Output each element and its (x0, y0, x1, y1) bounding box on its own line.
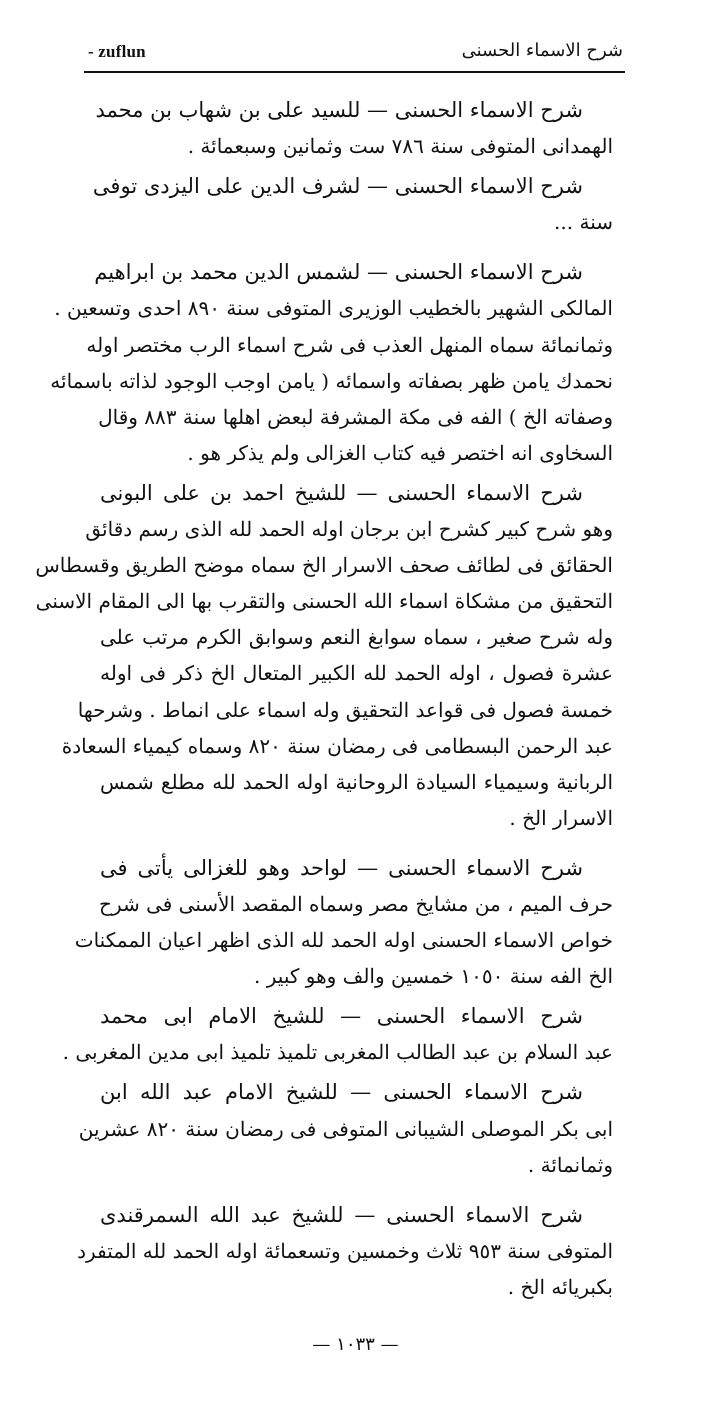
entry-heading-line: شرح الاسماء الحسنى — لشمس الدين محمد بن ابراهيم (94, 260, 583, 285)
entry (77, 1197, 613, 1305)
entry-line: عبد السلام بن عبد الطالب المغربى تلميذ تلميذ ابى مدين المغربى . (62, 1040, 613, 1065)
entry-line: بكبريائه الخ . (507, 1274, 613, 1299)
entry-heading-line: شرح الاسماء الحسنى — لواحد وهو للغزالى يأتى فى (100, 855, 583, 880)
entry-line: حرف الميم ، من مشايخ مصر وسماه المقصد الأسنى فى شرح (99, 891, 613, 916)
entry-line: الربانية وسيمياء السيادة الروحانية اوله الحمد لله مطلع شمس (100, 769, 613, 794)
running-head-left: - zuflun (88, 42, 146, 61)
entry (50, 254, 613, 471)
entry-line: وثمانمائة سماه المنهل العذب فى شرح اسماء الرب مختصر اوله (86, 332, 613, 357)
entry (78, 1074, 613, 1182)
entry (35, 475, 613, 836)
entry-line: الحقائق فى لطائف صحف الاسرار الخ سماه موضح الطريق وقسطاس (35, 553, 613, 578)
entry-line: عبد الرحمن البسطامى فى رمضان سنة ٨٢٠ وسماه كيمياء السعادة (61, 733, 613, 758)
entry-line: سنة ... (554, 210, 613, 235)
header-rule (84, 71, 625, 73)
entry-line: وصفاته الخ ) الفه فى مكة المشرفة لبعض اهلها سنة ٨٨٣ وقال (98, 404, 613, 429)
running-head-title: شرح الاسماء الحسنى (461, 40, 623, 61)
entry-line: ابى بكر الموصلى الشيبانى المتوفى فى رمضان سنة ٨٢٠ عشرين (78, 1116, 613, 1141)
entry-heading-line: شرح الاسماء الحسنى — للشيخ الامام عبد الله ابن (100, 1080, 583, 1105)
entry-line: المالكى الشهير بالخطيب الوزيرى المتوفى سنة ٨٩٠ احدى وتسعين . (54, 296, 613, 321)
entry-line: المتوفى سنة ٩٥٣ ثلاث وخمسين وتسعمائة اوله الحمد لله المتفرد (77, 1238, 613, 1263)
entry-heading-line: شرح الاسماء الحسنى — للسيد على بن شهاب بن محمد (95, 98, 583, 122)
entry-line: وله شرح صغير ، سماه سوابغ النعم وسوابق الكرم مرتب على (100, 625, 613, 650)
entry-heading-line: شرح الاسماء الحسنى — للشيخ احمد بن على البونى (100, 480, 583, 505)
entry (95, 92, 613, 164)
entry-heading-line: شرح الاسماء الحسنى — للشيخ عبد الله السمرقندى (100, 1202, 583, 1227)
entry-line: التحقيق من مشكاة اسماء الله الحسنى والتقرب بها الى المقام الاسنى (35, 589, 613, 614)
entry-line: خواص الاسماء الحسنى اوله الحمد لله الذى اظهر اعيان الممكنات (74, 928, 613, 953)
entry-line: السخاوى انه اختصر فيه كتاب الغزالى ولم يذكر هو . (187, 440, 613, 465)
entry-line: عشرة فصول ، اوله الحمد لله الكبير المتعال الخ ذكر فى اوله (100, 661, 613, 686)
entry-line: وثمانمائة . (527, 1152, 613, 1177)
entry (62, 998, 613, 1070)
entry-line: الهمدانى المتوفى سنة ٧٨٦ ست وثمانين وسبعمائة . (187, 134, 613, 159)
entry-heading-line: شرح الاسماء الحسنى — لشرف الدين على اليزدى توفى (92, 174, 583, 199)
entry-line: وهو شرح كبير كشرح ابن برجان اوله الحمد لله الذى رسم دقائق (85, 517, 613, 542)
page-body (35, 92, 613, 1305)
page-number: — ١٠٣٣ — (312, 1334, 399, 1355)
entry-heading-line: شرح الاسماء الحسنى — للشيخ الامام ابى محمد (100, 1004, 583, 1029)
entry-line: الاسرار الخ . (509, 805, 613, 830)
entry-line: خمسة فصول فى قواعد التحقيق وله اسماء على انماط . وشرحها (77, 697, 613, 722)
entry-line: الخ الفه سنة ١٠٥٠ خمسين والف وهو كبير . (254, 964, 613, 989)
entry (74, 850, 613, 994)
entry (92, 168, 613, 240)
entry-line: نحمدك يامن ظهر بصفاته واسمائه ( يامن اوجب الوجود لذاته باسمائه (50, 368, 613, 393)
